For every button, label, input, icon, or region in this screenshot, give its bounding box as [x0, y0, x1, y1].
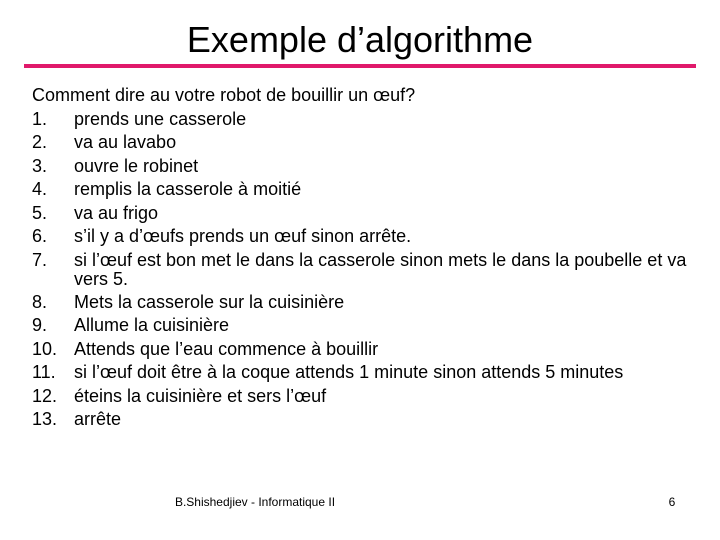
- step-text: va au frigo: [74, 202, 159, 223]
- step-number: 8.: [32, 291, 48, 312]
- list-item: [32, 249, 692, 291]
- step-number: 6.: [32, 226, 48, 246]
- list-item: [32, 314, 692, 338]
- footer-author: B.Shishedjiev - Informatique II: [174, 495, 336, 509]
- step-text: prends une casserole: [74, 108, 247, 129]
- list-item: [32, 408, 692, 432]
- step-text: si l’œuf doit être à la coque attends 1 minute sinon attends 5 minutes: [74, 362, 624, 382]
- slide-title: Exemple d’algorithme: [186, 19, 534, 60]
- list-item: [32, 338, 692, 362]
- slide-content: [32, 84, 692, 432]
- step-number: 13.: [32, 409, 58, 429]
- list-item: [32, 155, 692, 179]
- list-item: [32, 291, 692, 315]
- step-number: 11.: [32, 362, 56, 382]
- list-item: [32, 225, 692, 249]
- step-text: arrête: [74, 409, 122, 429]
- step-number: 3.: [32, 155, 48, 176]
- list-item: [32, 202, 692, 226]
- list-item: [32, 385, 692, 409]
- step-text: Attends que l’eau commence à bouillir: [74, 338, 379, 359]
- list-item: [32, 361, 692, 385]
- step-text: éteins la cuisinière et sers l’œuf: [74, 385, 327, 406]
- step-text: ouvre le robinet: [74, 155, 199, 176]
- step-number: 2.: [32, 132, 48, 152]
- step-number: 9.: [32, 315, 48, 335]
- step-text: Allume la cuisinière: [74, 315, 230, 335]
- step-text: s’il y a d’œufs prends un œuf sinon arrête.: [74, 226, 412, 246]
- step-number: 5.: [32, 202, 48, 223]
- step-number: 12.: [32, 385, 58, 406]
- step-number: 1.: [32, 108, 48, 129]
- step-text: si l’œuf est bon met le dans la casserole sinon mets le dans la poubelle et va vers 5.: [74, 249, 687, 289]
- step-text: remplis la casserole à moitié: [74, 179, 302, 199]
- list-item: [32, 108, 692, 132]
- step-number: 10.: [32, 338, 58, 359]
- page-number: 6: [668, 495, 676, 509]
- step-text: va au lavabo: [74, 132, 177, 152]
- list-item: [32, 178, 692, 202]
- step-number: 4.: [32, 179, 48, 199]
- step-number: 7.: [32, 249, 48, 270]
- steps-list: [32, 108, 692, 432]
- title-underline: [24, 64, 696, 68]
- intro-question: Comment dire au votre robot de bouillir un œuf?: [32, 85, 416, 105]
- list-item: [32, 131, 692, 155]
- step-text: Mets la casserole sur la cuisinière: [74, 291, 345, 312]
